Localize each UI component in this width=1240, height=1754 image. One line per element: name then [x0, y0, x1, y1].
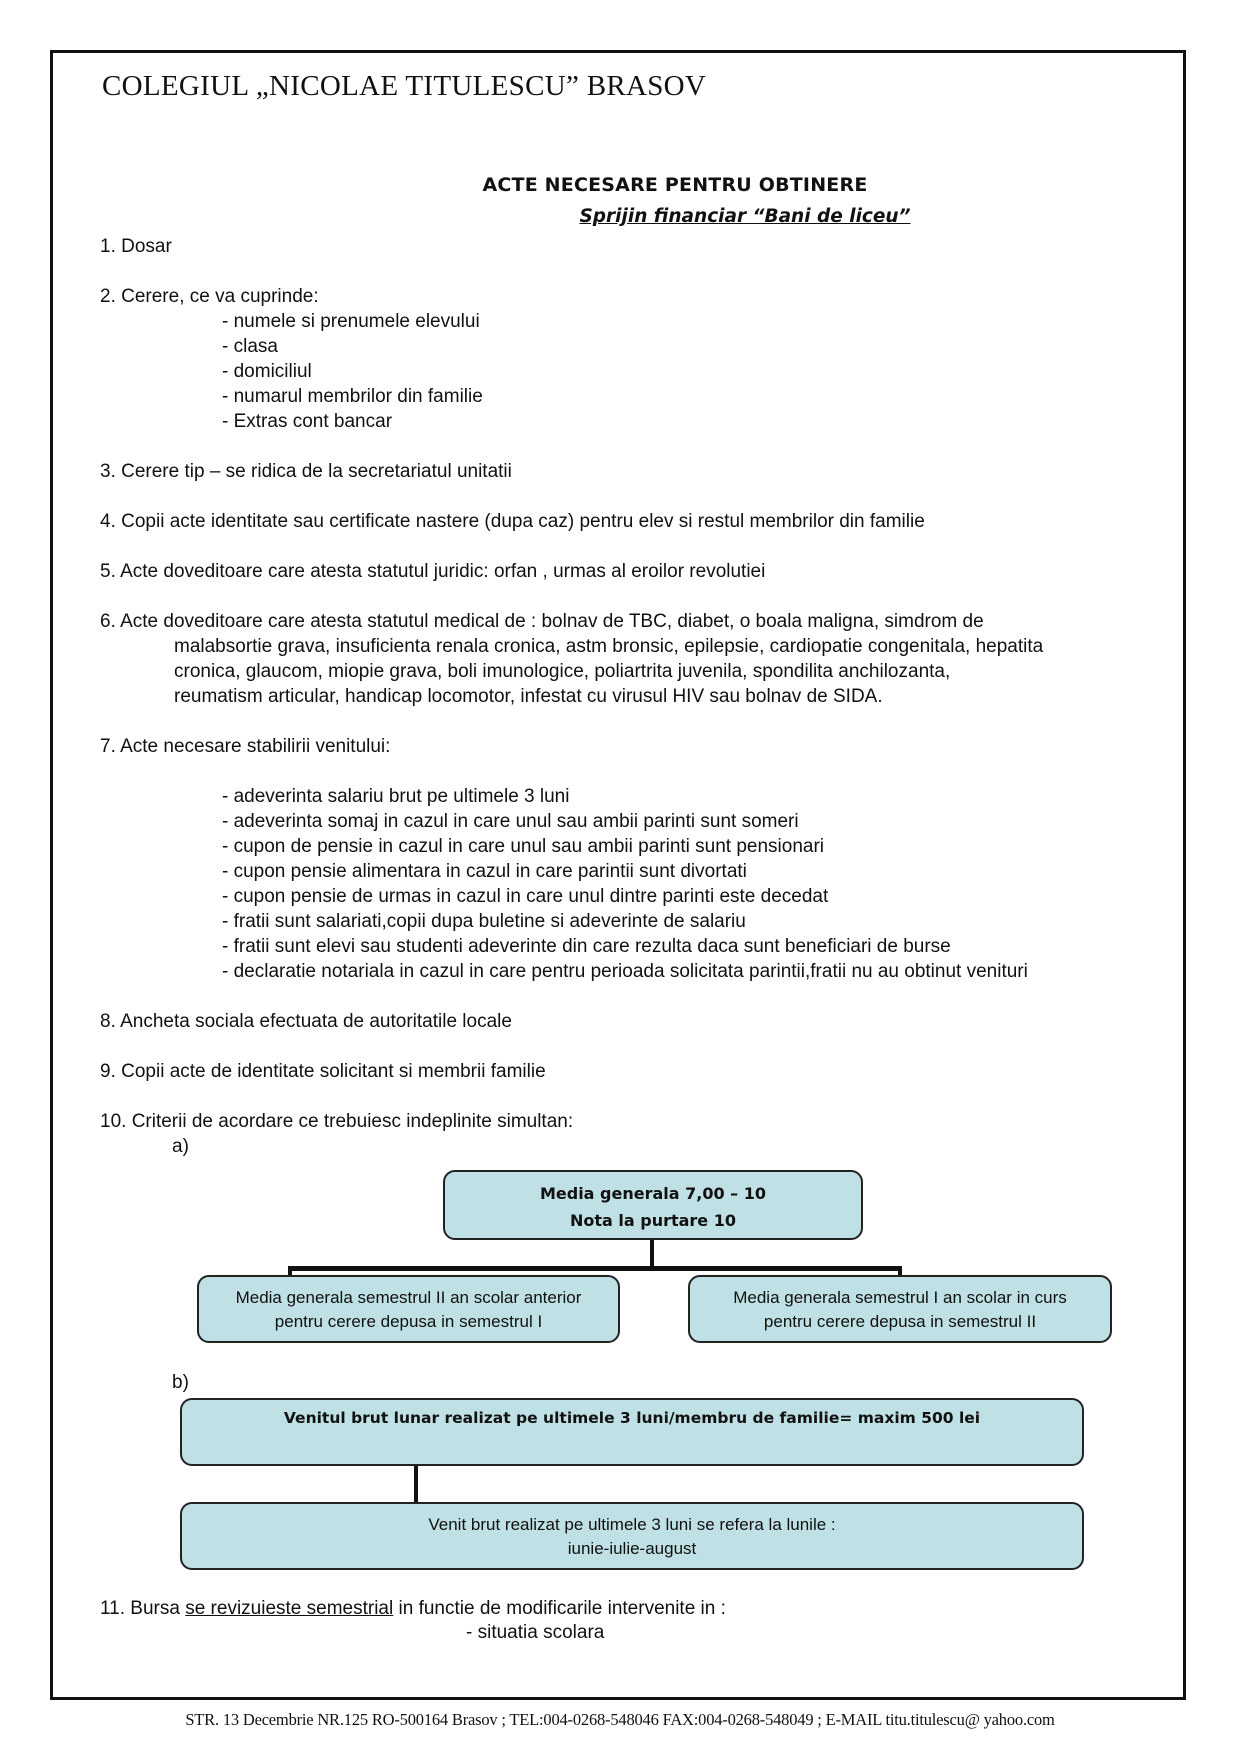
- item-6-line: 6. Acte doveditoare care atesta statutul medical de : bolnav de TBC, diabet, o boala maligna, simdrom de: [100, 611, 984, 632]
- item-11: [100, 1598, 726, 1620]
- item-7-sub: - cupon pensie alimentara in cazul in care parintii sunt divortati: [222, 861, 747, 882]
- diagram-b-bottom-box: [180, 1502, 1084, 1570]
- item-2-sub: - numarul membrilor din familie: [222, 386, 483, 407]
- item-7-sub: - cupon pensie de urmas in cazul in care unul dintre parinti este decedat: [222, 886, 829, 907]
- diagram-b-top-text: Venitul brut lunar realizat pe ultimele 3 luni/membru de familie= maxim 500 lei: [283, 1409, 981, 1427]
- item-2-label: 2. Cerere, ce va cuprinde:: [100, 286, 319, 307]
- item-7-sub: - cupon de pensie in cazul in care unul sau ambii parinti sunt pensionari: [222, 836, 825, 857]
- item-2-sub: - clasa: [222, 336, 278, 357]
- item-11-underlined: se revizuieste semestrial: [185, 1598, 394, 1619]
- diagram-a-left-line: pentru cerere depusa in semestrul I: [274, 1312, 543, 1331]
- document-subtitle: Sprijin financiar “Bani de liceu”: [579, 206, 911, 227]
- connector-line: [650, 1240, 654, 1268]
- item-2-sub: - domiciliul: [222, 361, 312, 382]
- school-name: COLEGIUL „NICOLAE TITULESCU” BRASOV: [102, 70, 707, 102]
- item-11-prefix: 11. Bursa: [100, 1598, 186, 1619]
- diagram-a-top-line: Nota la purtare 10: [569, 1211, 736, 1230]
- diagram-a-left-line: Media generala semestrul II an scolar anterior: [235, 1288, 582, 1307]
- diagram-a-right-line: Media generala semestrul I an scolar in curs: [733, 1288, 1067, 1307]
- item-9: 9. Copii acte de identitate solicitant si membrii familie: [100, 1061, 546, 1082]
- item-2-sub: - Extras cont bancar: [222, 411, 393, 432]
- item-1: 1. Dosar: [100, 236, 172, 257]
- item-7-sub: - declaratie notariala in cazul in care pentru perioada solicitata parintii,fratii nu au obtinut venituri: [222, 961, 1028, 982]
- item-2-sub: - numele si prenumele elevului: [222, 311, 480, 332]
- diagram-b-bottom-line: iunie-iulie-august: [567, 1539, 697, 1558]
- diagram-a-top-box: [443, 1170, 863, 1240]
- item-5: 5. Acte doveditoare care atesta statutul juridic: orfan , urmas al eroilor revolutiei: [100, 561, 766, 582]
- item-11-sub: - situatia scolara: [466, 1622, 605, 1643]
- diagram-b-top-box: [180, 1398, 1084, 1466]
- item-7-sub: - adeverinta somaj in cazul in care unul sau ambii parinti sunt someri: [222, 811, 799, 832]
- item-10-label: 10. Criterii de acordare ce trebuiesc indeplinite simultan:: [100, 1111, 574, 1132]
- diagram-a-left-box: [197, 1275, 620, 1343]
- item-11-suffix: in functie de modificarile intervenite in :: [393, 1598, 726, 1619]
- item-6-line: cronica, glaucom, miopie grava, boli imunologice, poliartrita juvenila, spondilita anchilozanta,: [174, 661, 951, 682]
- item-8: 8. Ancheta sociala efectuata de autoritatile locale: [100, 1011, 512, 1032]
- item-7-label: 7. Acte necesare stabilirii venitului:: [100, 736, 391, 757]
- footer-address: STR. 13 Decembrie NR.125 RO-500164 Brasov ; TEL:004-0268-548046 FAX:004-0268-548049 ; E-MAIL titu.titulescu@ yahoo.com: [185, 1710, 1055, 1729]
- criteria-a-label: a): [172, 1136, 189, 1157]
- item-6-line: reumatism articular, handicap locomotor, infestat cu virusul HIV sau bolnav de SIDA.: [174, 686, 883, 707]
- diagram-a-top-line: Media generala 7,00 – 10: [539, 1184, 767, 1203]
- diagram-b-bottom-line: Venit brut realizat pe ultimele 3 luni se refera la lunile :: [428, 1515, 836, 1534]
- diagram-a-right-box: [688, 1275, 1112, 1343]
- diagram-a-right-line: pentru cerere depusa in semestrul II: [763, 1312, 1037, 1331]
- item-3: 3. Cerere tip – se ridica de la secretariatul unitatii: [100, 461, 512, 482]
- item-6-line: malabsortie grava, insuficienta renala cronica, astm bronsic, epilepsie, cardiopatie congenitala, hepatita: [174, 636, 1044, 657]
- item-4: 4. Copii acte identitate sau certificate nastere (dupa caz) pentru elev si restul membrilor din familie: [100, 511, 925, 532]
- item-7-sub: - adeverinta salariu brut pe ultimele 3 luni: [222, 786, 570, 807]
- connector-line: [288, 1266, 902, 1271]
- criteria-b-label: b): [172, 1372, 189, 1393]
- item-7-sub: - fratii sunt elevi sau studenti adeverinte din care rezulta daca sunt beneficiari de burse: [222, 936, 951, 957]
- connector-line: [414, 1466, 418, 1502]
- document-title: ACTE NECESARE PENTRU OBTINERE: [482, 174, 868, 196]
- item-7-sub: - fratii sunt salariati,copii dupa buletine si adeverinte de salariu: [222, 911, 746, 932]
